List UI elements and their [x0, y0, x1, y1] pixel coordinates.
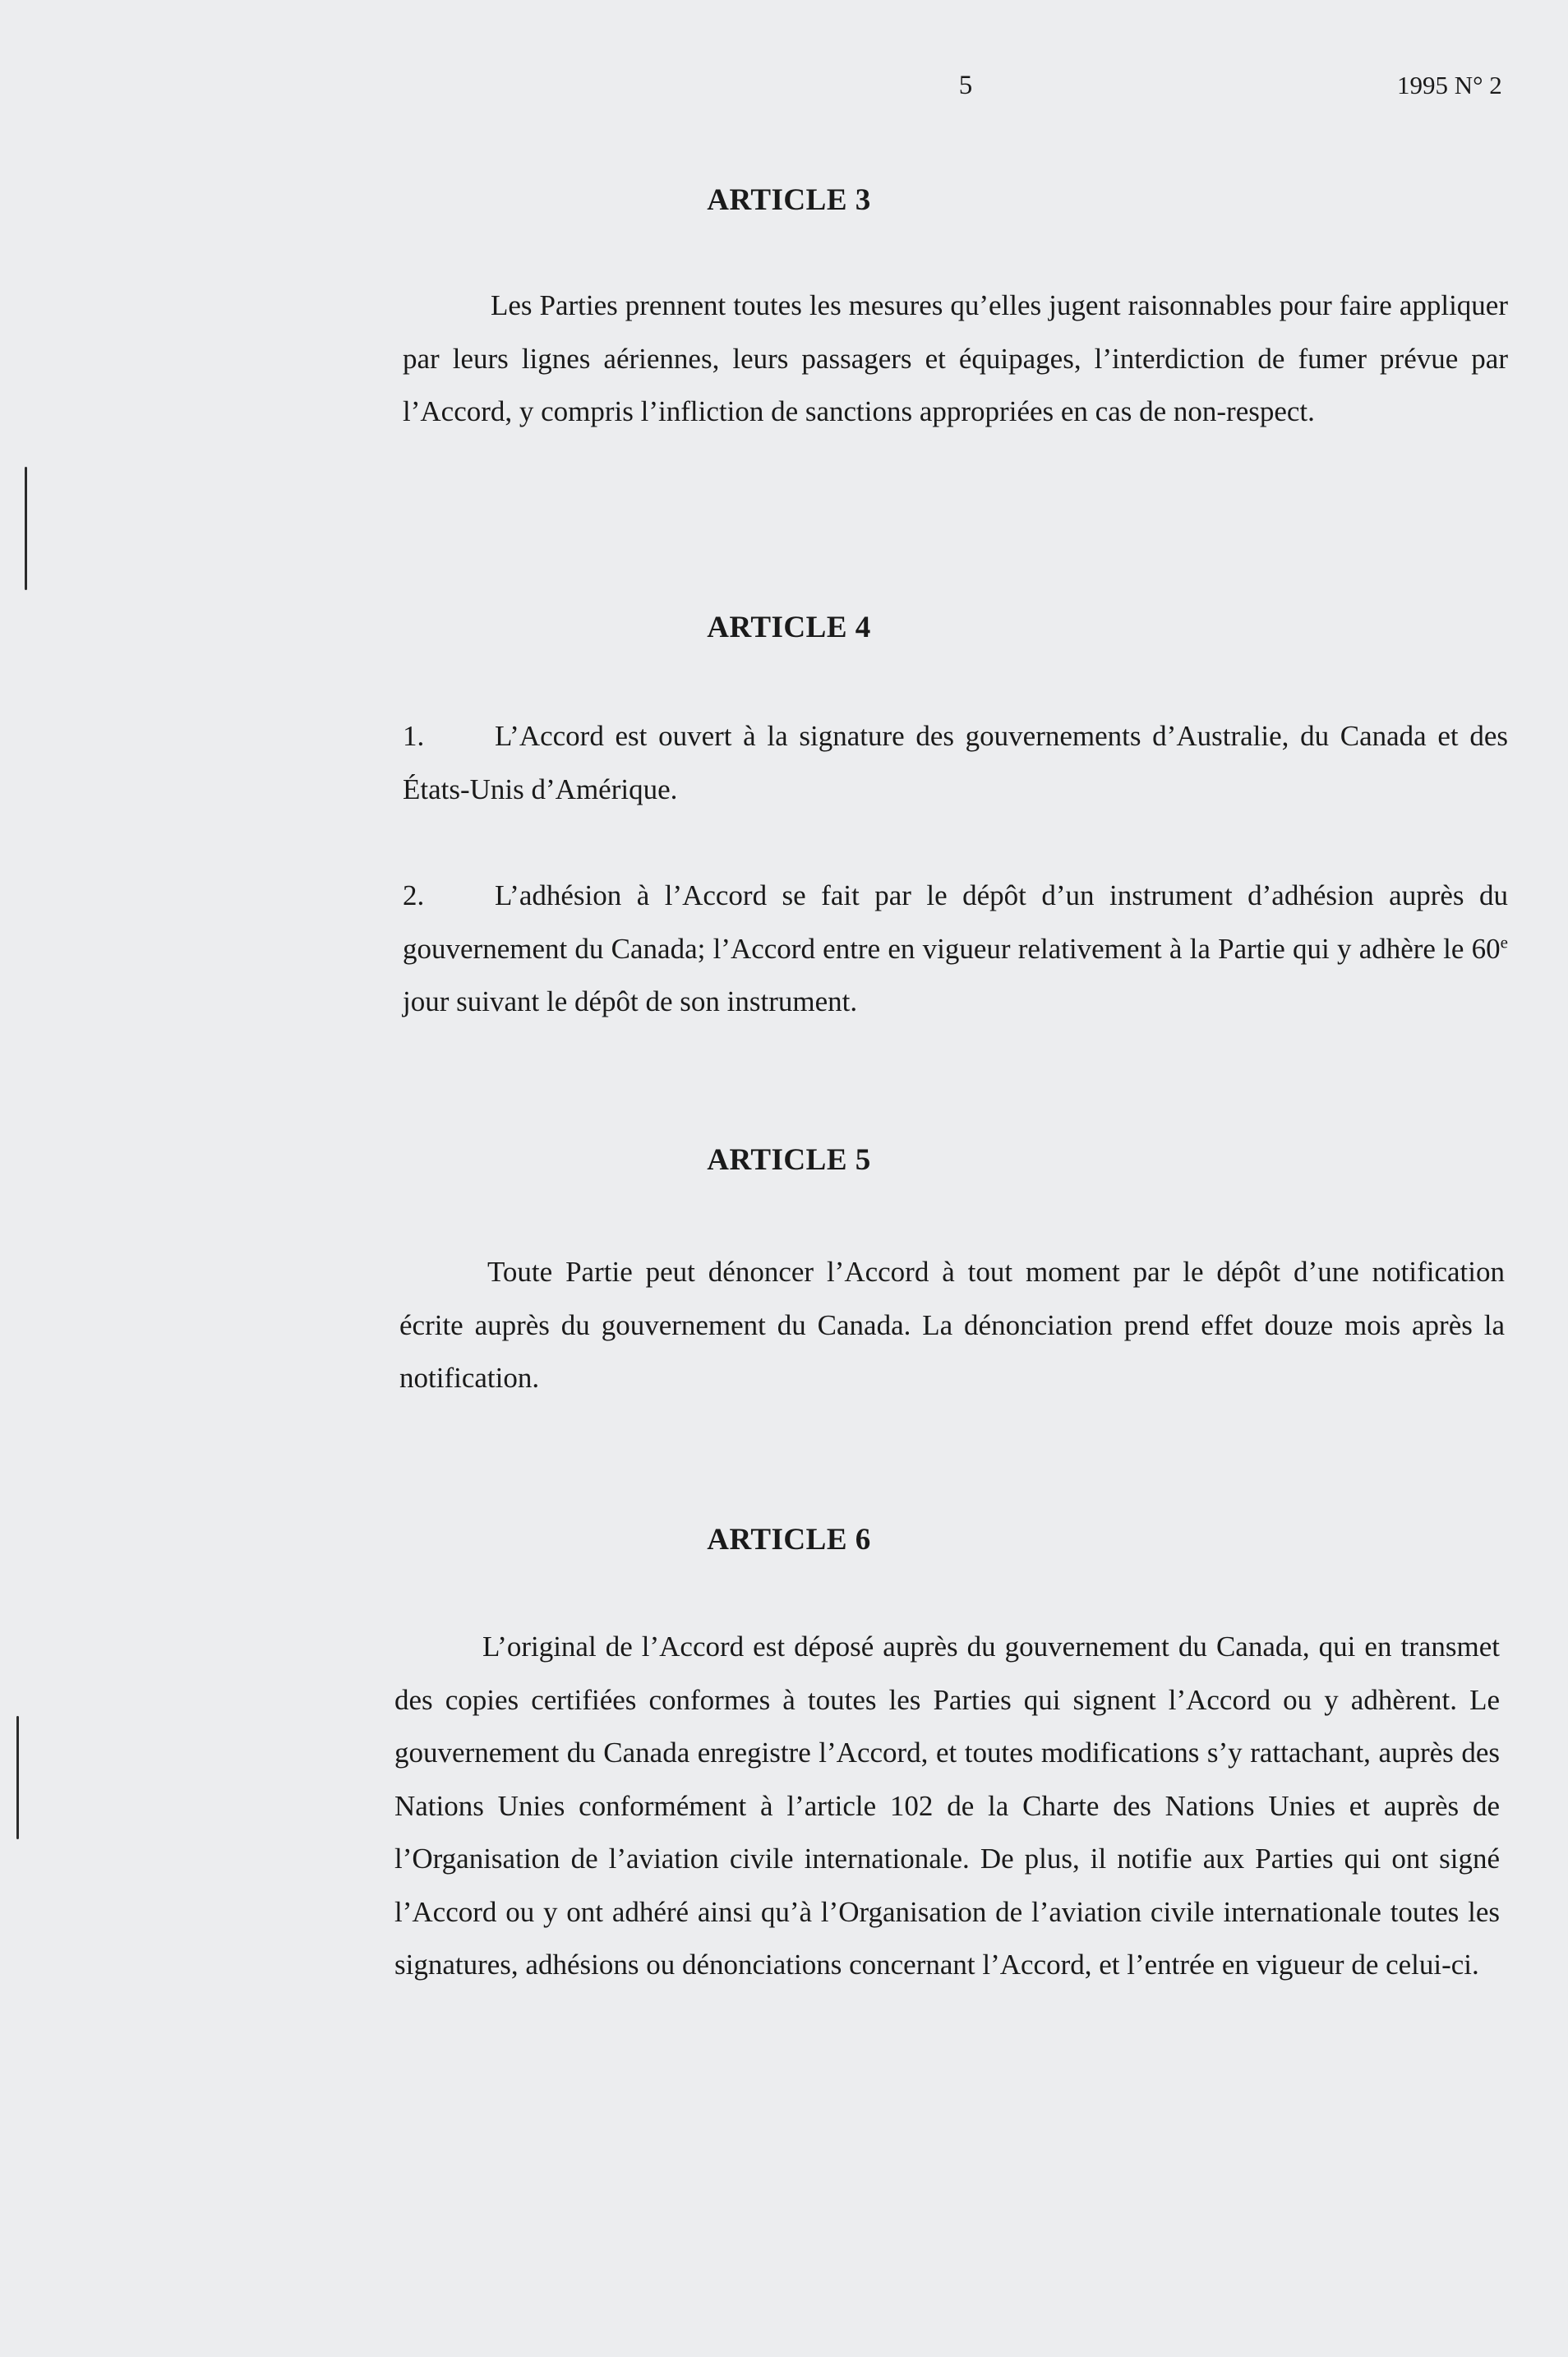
article-4-item-1 [403, 710, 1508, 816]
article-3-heading: ARTICLE 3 [707, 183, 871, 217]
article-6-paragraph: L’original de l’Accord est déposé auprès du gouvernement du Canada, qui en transmet des copies certifiées conformes à toutes les Parties qui signent l’Accord ou y adhèrent. Le gouvernement du Canada enregistre l’Accord, et toutes modifications s’y rattachant, auprès des Nations Unies conformément à l’article 102 de la Charte des Nations Unies et auprès de l’Organisation de l’aviation civile internationale. De plus, il notifie aux Parties qui ont signé l’Accord ou y ont adhéré ainsi qu’à l’Organisation de l’aviation civile internationale toutes les signatures, adhésions ou dénonciations concernant l’Accord, et l’entrée en vigueur de celui-ci. [394, 1631, 1500, 1981]
item-number: 1. [403, 720, 425, 752]
article-3-body [403, 279, 1508, 439]
item-text: L’adhésion à l’Accord se fait par le dépôt d’un instrument d’adhésion auprès du gouvernement du Canada; l’Accord entre en vigueur relativement à la Partie qui y adhère le 60 [403, 879, 1508, 965]
item-text: L’Accord est ouvert à la signature des gouvernements d’Australie, du Canada et des États-Unis d’Amérique. [403, 720, 1508, 805]
article-5-body [399, 1246, 1505, 1405]
article-5-paragraph: Toute Partie peut dénoncer l’Accord à tout moment par le dépôt d’une notification écrite auprès du gouvernement du Canada. La dénonciation prend effet douze mois après la notification. [399, 1256, 1505, 1394]
article-5-heading: ARTICLE 5 [707, 1143, 871, 1177]
page-number: 5 [958, 71, 973, 100]
article-6-heading: ARTICLE 6 [707, 1523, 871, 1557]
ordinal-superscript: e [1500, 931, 1508, 952]
article-3-paragraph: Les Parties prennent toutes les mesures qu’elles jugent raisonnables pour faire appliquer par leurs lignes aériennes, leurs passagers et équipages, l’interdiction de fumer prévue par l’Accord, y compris l’infliction de sanctions appropriées en cas de non-respect. [403, 289, 1508, 427]
item-number: 2. [403, 879, 425, 911]
article-4-heading: ARTICLE 4 [707, 611, 871, 644]
binder-mark-bottom [16, 1716, 19, 1839]
item-text-end: jour suivant le dépôt de son instrument. [403, 985, 858, 1017]
article-4-paragraph-1 [403, 710, 1508, 816]
article-4-paragraph-2 [403, 869, 1508, 1029]
article-4-item-2 [403, 869, 1508, 1029]
document-reference: 1995 N° 2 [1397, 71, 1502, 99]
binder-mark-top [25, 467, 27, 590]
article-6-body [394, 1621, 1500, 1992]
